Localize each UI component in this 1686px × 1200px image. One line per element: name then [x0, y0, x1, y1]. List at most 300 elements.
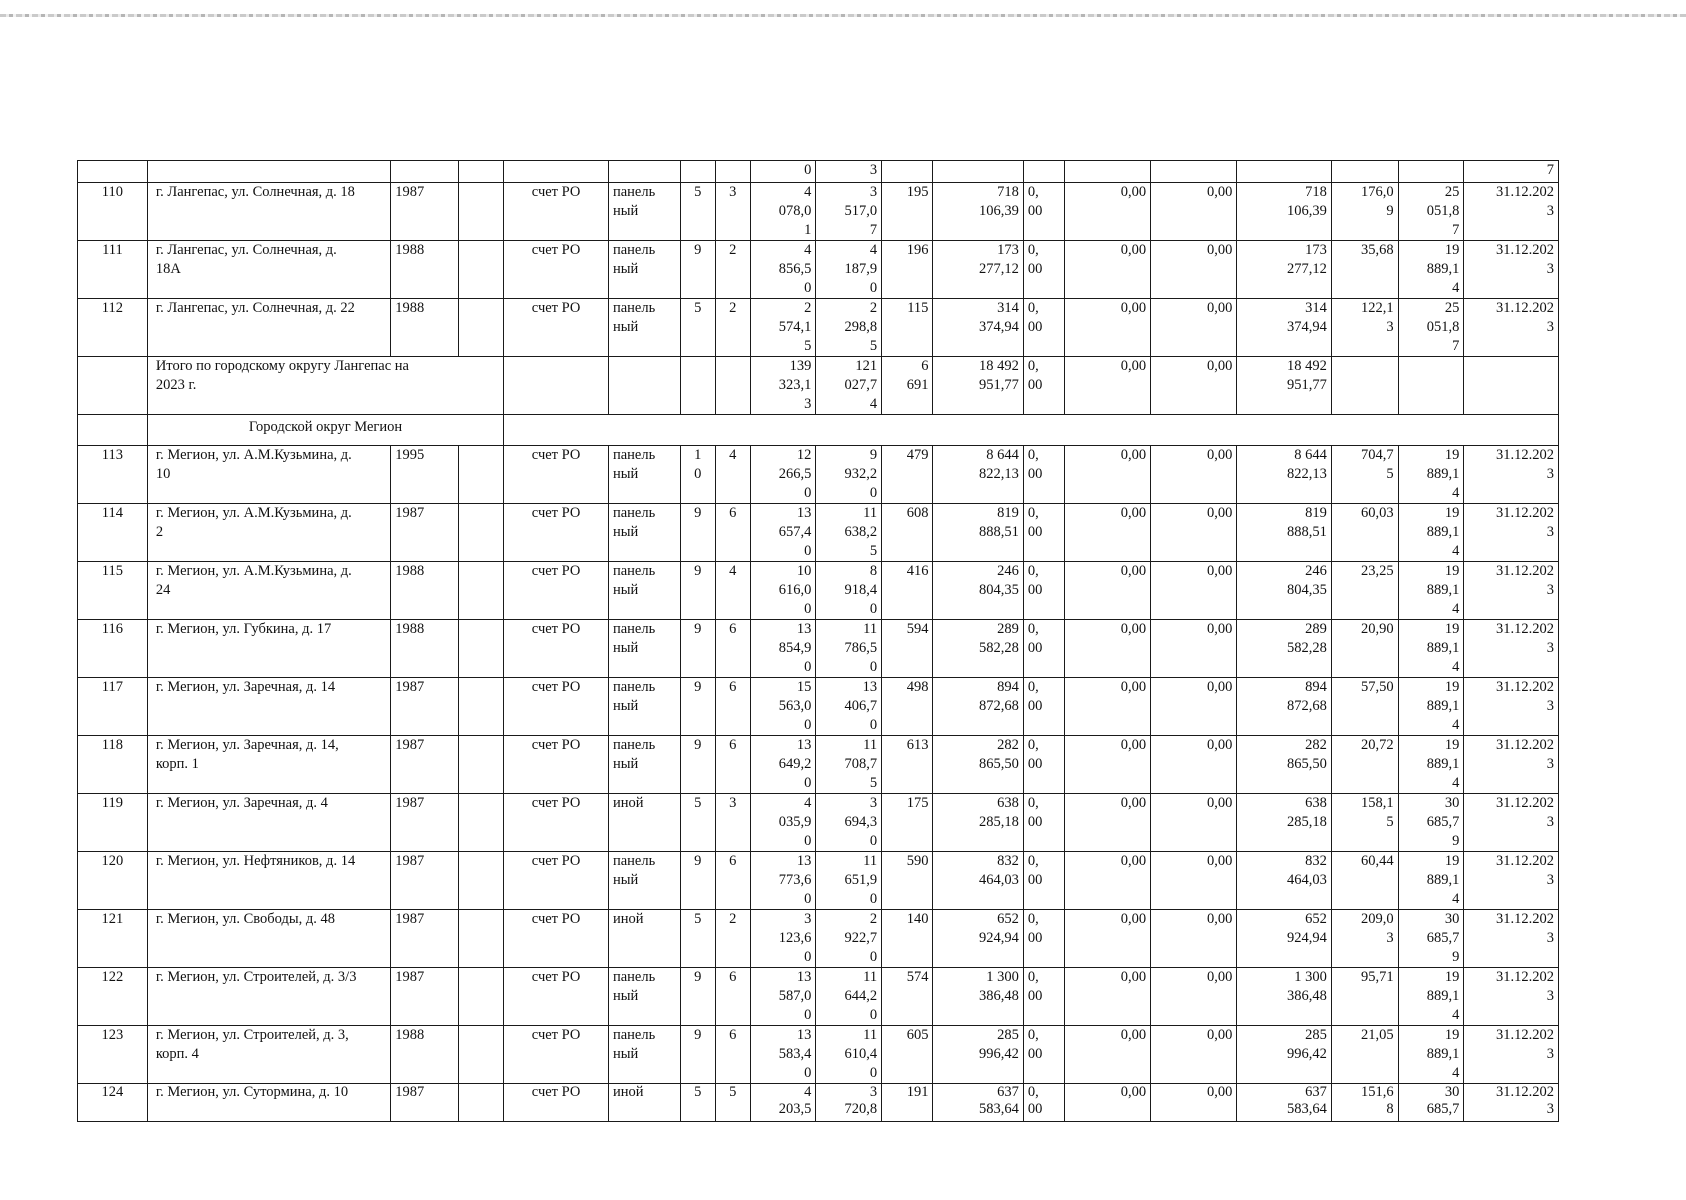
empty-cell	[78, 357, 148, 415]
empty-cell	[1464, 357, 1559, 415]
entrances-cell: 2	[715, 241, 750, 299]
col15-cell: 0,00	[1151, 620, 1237, 678]
fund-cell: счет РО	[504, 794, 609, 852]
row-number: 124	[78, 1084, 148, 1122]
col16-cell: 246 804,35	[1237, 562, 1331, 620]
col14-cell: 0,00	[1064, 794, 1150, 852]
col17-cell: 60,44	[1331, 852, 1398, 910]
col14-cell: 0,00	[1064, 562, 1150, 620]
residents-cell: 196	[882, 241, 933, 299]
col13-cell: 0, 00	[1023, 910, 1064, 968]
empty-cell	[459, 1084, 504, 1122]
wall-material-cell: панель ный	[608, 620, 680, 678]
floors-cell: 9	[680, 620, 715, 678]
empty-cell	[459, 852, 504, 910]
col16-cell: 282 865,50	[1237, 736, 1331, 794]
col15-cell: 0,00	[1151, 794, 1237, 852]
cost-cell: 894 872,68	[933, 678, 1023, 736]
col16-cell: 819 888,51	[1237, 504, 1331, 562]
empty-cell	[459, 299, 504, 357]
cost-cell: 173 277,12	[933, 241, 1023, 299]
living-area-cell: 3 694,3 0	[816, 794, 882, 852]
living-area-cell: 11 786,5 0	[816, 620, 882, 678]
continuation-cell	[608, 161, 680, 183]
fund-cell: счет РО	[504, 852, 609, 910]
living-area-cell: 11 644,2 0	[816, 968, 882, 1026]
continuation-cell	[882, 161, 933, 183]
address-cell: г. Мегион, ул. А.М.Кузьмина, д. 24	[147, 562, 390, 620]
deadline-cell: 31.12.202 3	[1464, 504, 1559, 562]
entrances-cell: 6	[715, 1026, 750, 1084]
wall-material-cell: панель ный	[608, 446, 680, 504]
col18-cell: 19 889,1 4	[1398, 241, 1464, 299]
table-row	[78, 562, 1559, 620]
residents-cell: 479	[882, 446, 933, 504]
year-cell: 1988	[391, 241, 459, 299]
col15-cell: 0,00	[1151, 678, 1237, 736]
row-number: 119	[78, 794, 148, 852]
year-cell: 1987	[391, 1084, 459, 1122]
row-number: 115	[78, 562, 148, 620]
col13-cell: 0, 00	[1023, 1084, 1064, 1122]
empty-cell	[504, 415, 1559, 446]
address-cell: г. Мегион, ул. Строителей, д. 3/3	[147, 968, 390, 1026]
fund-cell: счет РО	[504, 620, 609, 678]
fund-cell: счет РО	[504, 241, 609, 299]
wall-material-cell: панель ный	[608, 852, 680, 910]
col14-cell: 0,00	[1064, 910, 1150, 968]
year-cell: 1987	[391, 678, 459, 736]
residents-cell: 498	[882, 678, 933, 736]
continuation-cell	[933, 161, 1023, 183]
year-cell: 1987	[391, 504, 459, 562]
deadline-cell: 31.12.202 3	[1464, 446, 1559, 504]
address-cell: г. Мегион, ул. А.М.Кузьмина, д. 10	[147, 446, 390, 504]
col14-cell: 0,00	[1064, 446, 1150, 504]
total-area-cell: 4 856,5 0	[750, 241, 816, 299]
col14-cell: 0,00	[1064, 1026, 1150, 1084]
floors-cell: 5	[680, 1084, 715, 1122]
continuation-row	[78, 161, 1559, 183]
continuation-cell	[715, 161, 750, 183]
table-row	[78, 183, 1559, 241]
empty-cell	[680, 357, 715, 415]
table-row	[78, 852, 1559, 910]
col13-cell: 0, 00	[1023, 562, 1064, 620]
wall-material-cell: иной	[608, 910, 680, 968]
wall-material-cell: панель ный	[608, 504, 680, 562]
entrances-cell: 6	[715, 504, 750, 562]
empty-cell	[1398, 357, 1464, 415]
cost-cell: 637 583,64	[933, 1084, 1023, 1122]
living-area-cell: 4 187,9 0	[816, 241, 882, 299]
empty-cell	[608, 357, 680, 415]
col15-cell: 0,00	[1151, 1026, 1237, 1084]
cost-cell: 8 644 822,13	[933, 446, 1023, 504]
col13-cell: 0, 00	[1023, 794, 1064, 852]
col17-cell: 23,25	[1331, 562, 1398, 620]
col13-cell: 0, 00	[1023, 678, 1064, 736]
table-row	[78, 1084, 1559, 1122]
deadline-cell: 31.12.202 3	[1464, 968, 1559, 1026]
wall-material-cell: панель ный	[608, 183, 680, 241]
housing-register-table	[77, 160, 1559, 1122]
table-row	[78, 968, 1559, 1026]
fund-cell: счет РО	[504, 299, 609, 357]
col15-cell: 0,00	[1151, 968, 1237, 1026]
year-cell: 1988	[391, 299, 459, 357]
wall-material-cell: иной	[608, 794, 680, 852]
col16-cell: 8 644 822,13	[1237, 446, 1331, 504]
empty-cell	[459, 678, 504, 736]
fund-cell: счет РО	[504, 678, 609, 736]
floors-cell: 5	[680, 299, 715, 357]
residents-cell: 416	[882, 562, 933, 620]
entrances-cell: 3	[715, 183, 750, 241]
living-area-cell: 2 298,8 5	[816, 299, 882, 357]
deadline-cell: 31.12.202 3	[1464, 1026, 1559, 1084]
total-area-cell: 15 563,0 0	[750, 678, 816, 736]
col17-cell: 57,50	[1331, 678, 1398, 736]
entrances-cell: 2	[715, 910, 750, 968]
empty-cell	[459, 736, 504, 794]
wall-material-cell: панель ный	[608, 241, 680, 299]
col13-cell: 0, 00	[1023, 183, 1064, 241]
floors-cell: 9	[680, 852, 715, 910]
residents-cell: 594	[882, 620, 933, 678]
year-cell: 1988	[391, 620, 459, 678]
fund-cell: счет РО	[504, 1026, 609, 1084]
continuation-cell	[1151, 161, 1237, 183]
col16-cell: 638 285,18	[1237, 794, 1331, 852]
fund-cell: счет РО	[504, 183, 609, 241]
col15-cell: 0,00	[1151, 357, 1237, 415]
continuation-cell	[1064, 161, 1150, 183]
residents-cell: 574	[882, 968, 933, 1026]
row-number: 123	[78, 1026, 148, 1084]
section-title: Городской округ Мегион	[147, 415, 503, 446]
col14-cell: 0,00	[1064, 241, 1150, 299]
deadline-cell: 31.12.202 3	[1464, 562, 1559, 620]
address-cell: г. Мегион, ул. Заречная, д. 14, корп. 1	[147, 736, 390, 794]
row-number: 120	[78, 852, 148, 910]
col15-cell: 0,00	[1151, 1084, 1237, 1122]
deadline-cell: 31.12.202 3	[1464, 620, 1559, 678]
cost-cell: 832 464,03	[933, 852, 1023, 910]
col17-cell: 209,0 3	[1331, 910, 1398, 968]
deadline-cell: 31.12.202 3	[1464, 852, 1559, 910]
row-number: 116	[78, 620, 148, 678]
row-number: 112	[78, 299, 148, 357]
cost-cell: 289 582,28	[933, 620, 1023, 678]
col14-cell: 0,00	[1064, 183, 1150, 241]
residents-cell: 613	[882, 736, 933, 794]
deadline-cell: 31.12.202 3	[1464, 1084, 1559, 1122]
col14-cell: 0,00	[1064, 736, 1150, 794]
total-area-cell: 13 649,2 0	[750, 736, 816, 794]
col15-cell: 0,00	[1151, 562, 1237, 620]
continuation-cell	[680, 161, 715, 183]
cost-cell: 18 492 951,77	[933, 357, 1023, 415]
total-area-cell: 2 574,1 5	[750, 299, 816, 357]
col14-cell: 0,00	[1064, 504, 1150, 562]
empty-cell	[459, 910, 504, 968]
address-cell: г. Мегион, ул. Нефтяников, д. 14	[147, 852, 390, 910]
col16-cell: 637 583,64	[1237, 1084, 1331, 1122]
living-area-cell: 3 720,8	[816, 1084, 882, 1122]
col17-cell: 95,71	[1331, 968, 1398, 1026]
col17-cell: 35,68	[1331, 241, 1398, 299]
empty-cell	[1331, 357, 1398, 415]
col13-cell: 0, 00	[1023, 1026, 1064, 1084]
col17-cell: 20,72	[1331, 736, 1398, 794]
col16-cell: 718 106,39	[1237, 183, 1331, 241]
col16-cell: 314 374,94	[1237, 299, 1331, 357]
table-row	[78, 1026, 1559, 1084]
living-area-cell: 11 638,2 5	[816, 504, 882, 562]
continuation-cell	[1237, 161, 1331, 183]
wall-material-cell: иной	[608, 1084, 680, 1122]
empty-cell	[459, 968, 504, 1026]
year-cell: 1987	[391, 183, 459, 241]
col16-cell: 18 492 951,77	[1237, 357, 1331, 415]
wall-material-cell: панель ный	[608, 678, 680, 736]
entrances-cell: 3	[715, 794, 750, 852]
empty-cell	[459, 794, 504, 852]
row-number: 110	[78, 183, 148, 241]
col18-cell: 30 685,7 9	[1398, 794, 1464, 852]
col18-cell: 19 889,1 4	[1398, 1026, 1464, 1084]
floors-cell: 9	[680, 504, 715, 562]
col13-cell: 0, 00	[1023, 357, 1064, 415]
total-area-cell: 4 035,9 0	[750, 794, 816, 852]
col18-cell: 19 889,1 4	[1398, 852, 1464, 910]
row-number: 111	[78, 241, 148, 299]
address-cell: г. Мегион, ул. Сутормина, д. 10	[147, 1084, 390, 1122]
deadline-cell: 31.12.202 3	[1464, 910, 1559, 968]
deadline-cell: 31.12.202 3	[1464, 241, 1559, 299]
col17-cell: 704,7 5	[1331, 446, 1398, 504]
col16-cell: 894 872,68	[1237, 678, 1331, 736]
col14-cell: 0,00	[1064, 620, 1150, 678]
col18-cell: 19 889,1 4	[1398, 446, 1464, 504]
col18-cell: 30 685,7 9	[1398, 910, 1464, 968]
col18-cell: 19 889,1 4	[1398, 678, 1464, 736]
residents-cell: 115	[882, 299, 933, 357]
residents-cell: 195	[882, 183, 933, 241]
fund-cell: счет РО	[504, 736, 609, 794]
table-row	[78, 794, 1559, 852]
col15-cell: 0,00	[1151, 736, 1237, 794]
total-area-cell: 3 123,6 0	[750, 910, 816, 968]
empty-cell	[459, 504, 504, 562]
entrances-cell: 4	[715, 446, 750, 504]
cost-cell: 652 924,94	[933, 910, 1023, 968]
table-row	[78, 446, 1559, 504]
entrances-cell: 6	[715, 736, 750, 794]
continuation-cell	[1398, 161, 1464, 183]
total-area-cell: 13 657,4 0	[750, 504, 816, 562]
living-area-cell: 2 922,7 0	[816, 910, 882, 968]
deadline-cell: 31.12.202 3	[1464, 678, 1559, 736]
total-area-cell: 4 078,0 1	[750, 183, 816, 241]
col16-cell: 285 996,42	[1237, 1026, 1331, 1084]
col17-cell: 20,90	[1331, 620, 1398, 678]
address-cell: г. Мегион, ул. Заречная, д. 14	[147, 678, 390, 736]
col15-cell: 0,00	[1151, 183, 1237, 241]
living-area-cell: 3 517,0 7	[816, 183, 882, 241]
living-area-cell: 11 708,7 5	[816, 736, 882, 794]
col13-cell: 0, 00	[1023, 241, 1064, 299]
address-cell: г. Мегион, ул. А.М.Кузьмина, д. 2	[147, 504, 390, 562]
empty-cell	[459, 620, 504, 678]
continuation-cell	[1023, 161, 1064, 183]
col16-cell: 289 582,28	[1237, 620, 1331, 678]
table-row	[78, 504, 1559, 562]
col18-cell: 19 889,1 4	[1398, 562, 1464, 620]
col17-cell: 21,05	[1331, 1026, 1398, 1084]
row-number: 113	[78, 446, 148, 504]
col17-cell: 176,0 9	[1331, 183, 1398, 241]
col18-cell: 30 685,7	[1398, 1084, 1464, 1122]
row-number: 122	[78, 968, 148, 1026]
table-row	[78, 241, 1559, 299]
col14-cell: 0,00	[1064, 357, 1150, 415]
table-row	[78, 299, 1559, 357]
col13-cell: 0, 00	[1023, 299, 1064, 357]
address-cell: г. Лангепас, ул. Солнечная, д. 18	[147, 183, 390, 241]
col18-cell: 19 889,1 4	[1398, 504, 1464, 562]
col15-cell: 0,00	[1151, 241, 1237, 299]
col14-cell: 0,00	[1064, 299, 1150, 357]
entrances-cell: 4	[715, 562, 750, 620]
cost-cell: 1 300 386,48	[933, 968, 1023, 1026]
col17-cell: 151,6 8	[1331, 1084, 1398, 1122]
total-area-cell: 10 616,0 0	[750, 562, 816, 620]
row-number: 117	[78, 678, 148, 736]
fund-cell: счет РО	[504, 446, 609, 504]
col15-cell: 0,00	[1151, 504, 1237, 562]
floors-cell: 5	[680, 910, 715, 968]
col18-cell: 19 889,1 4	[1398, 620, 1464, 678]
continuation-cell	[459, 161, 504, 183]
total-row	[78, 357, 1559, 415]
empty-cell	[715, 357, 750, 415]
col14-cell: 0,00	[1064, 1084, 1150, 1122]
row-number: 118	[78, 736, 148, 794]
cost-cell: 638 285,18	[933, 794, 1023, 852]
col15-cell: 0,00	[1151, 299, 1237, 357]
col17-cell: 122,1 3	[1331, 299, 1398, 357]
wall-material-cell: панель ный	[608, 1026, 680, 1084]
living-area-cell: 11 610,4 0	[816, 1026, 882, 1084]
scan-top-edge	[0, 14, 1686, 17]
cost-cell: 285 996,42	[933, 1026, 1023, 1084]
residents-cell: 590	[882, 852, 933, 910]
table-row	[78, 620, 1559, 678]
living-area-cell: 13 406,7 0	[816, 678, 882, 736]
year-cell: 1988	[391, 562, 459, 620]
row-number: 114	[78, 504, 148, 562]
col18-cell: 19 889,1 4	[1398, 968, 1464, 1026]
col15-cell: 0,00	[1151, 910, 1237, 968]
wall-material-cell: панель ный	[608, 562, 680, 620]
floors-cell: 9	[680, 1026, 715, 1084]
col16-cell: 832 464,03	[1237, 852, 1331, 910]
table-row	[78, 910, 1559, 968]
year-cell: 1995	[391, 446, 459, 504]
floors-cell: 9	[680, 562, 715, 620]
fund-cell: счет РО	[504, 968, 609, 1026]
address-cell: г. Мегион, ул. Строителей, д. 3, корп. 4	[147, 1026, 390, 1084]
col16-cell: 1 300 386,48	[1237, 968, 1331, 1026]
cost-cell: 282 865,50	[933, 736, 1023, 794]
col13-cell: 0, 00	[1023, 504, 1064, 562]
total-area-cell: 12 266,5 0	[750, 446, 816, 504]
empty-cell	[459, 183, 504, 241]
floors-cell: 9	[680, 678, 715, 736]
empty-cell	[459, 241, 504, 299]
col13-cell: 0, 00	[1023, 620, 1064, 678]
living-area-cell: 11 651,9 0	[816, 852, 882, 910]
deadline-cell: 31.12.202 3	[1464, 794, 1559, 852]
col13-cell: 0, 00	[1023, 852, 1064, 910]
entrances-cell: 6	[715, 620, 750, 678]
address-cell: г. Лангепас, ул. Солнечная, д. 18А	[147, 241, 390, 299]
residents-cell: 608	[882, 504, 933, 562]
living-area-cell: 121 027,7 4	[816, 357, 882, 415]
floors-cell: 1 0	[680, 446, 715, 504]
empty-cell	[459, 562, 504, 620]
total-area-cell: 13 854,9 0	[750, 620, 816, 678]
continuation-cell	[504, 161, 609, 183]
col14-cell: 0,00	[1064, 968, 1150, 1026]
row-number: 121	[78, 910, 148, 968]
continuation-cell	[78, 161, 148, 183]
total-area-cell: 13 587,0 0	[750, 968, 816, 1026]
deadline-cell: 31.12.202 3	[1464, 183, 1559, 241]
address-cell: г. Лангепас, ул. Солнечная, д. 22	[147, 299, 390, 357]
entrances-cell: 6	[715, 678, 750, 736]
col15-cell: 0,00	[1151, 852, 1237, 910]
continuation-cell: 7	[1464, 161, 1559, 183]
continuation-cell	[1331, 161, 1398, 183]
cost-cell: 819 888,51	[933, 504, 1023, 562]
wall-material-cell: панель ный	[608, 968, 680, 1026]
col13-cell: 0, 00	[1023, 446, 1064, 504]
year-cell: 1988	[391, 1026, 459, 1084]
entrances-cell: 2	[715, 299, 750, 357]
living-area-cell: 8 918,4 0	[816, 562, 882, 620]
table-row	[78, 736, 1559, 794]
col13-cell: 0, 00	[1023, 736, 1064, 794]
address-cell: г. Мегион, ул. Свободы, д. 48	[147, 910, 390, 968]
residents-cell: 605	[882, 1026, 933, 1084]
section-row	[78, 415, 1559, 446]
floors-cell: 5	[680, 183, 715, 241]
col15-cell: 0,00	[1151, 446, 1237, 504]
fund-cell: счет РО	[504, 504, 609, 562]
living-area-cell: 9 932,2 0	[816, 446, 882, 504]
floors-cell: 9	[680, 968, 715, 1026]
total-area-cell: 4 203,5	[750, 1084, 816, 1122]
year-cell: 1987	[391, 736, 459, 794]
floors-cell: 9	[680, 736, 715, 794]
col17-cell: 158,1 5	[1331, 794, 1398, 852]
col14-cell: 0,00	[1064, 852, 1150, 910]
continuation-cell: 3	[816, 161, 882, 183]
fund-cell: счет РО	[504, 1084, 609, 1122]
